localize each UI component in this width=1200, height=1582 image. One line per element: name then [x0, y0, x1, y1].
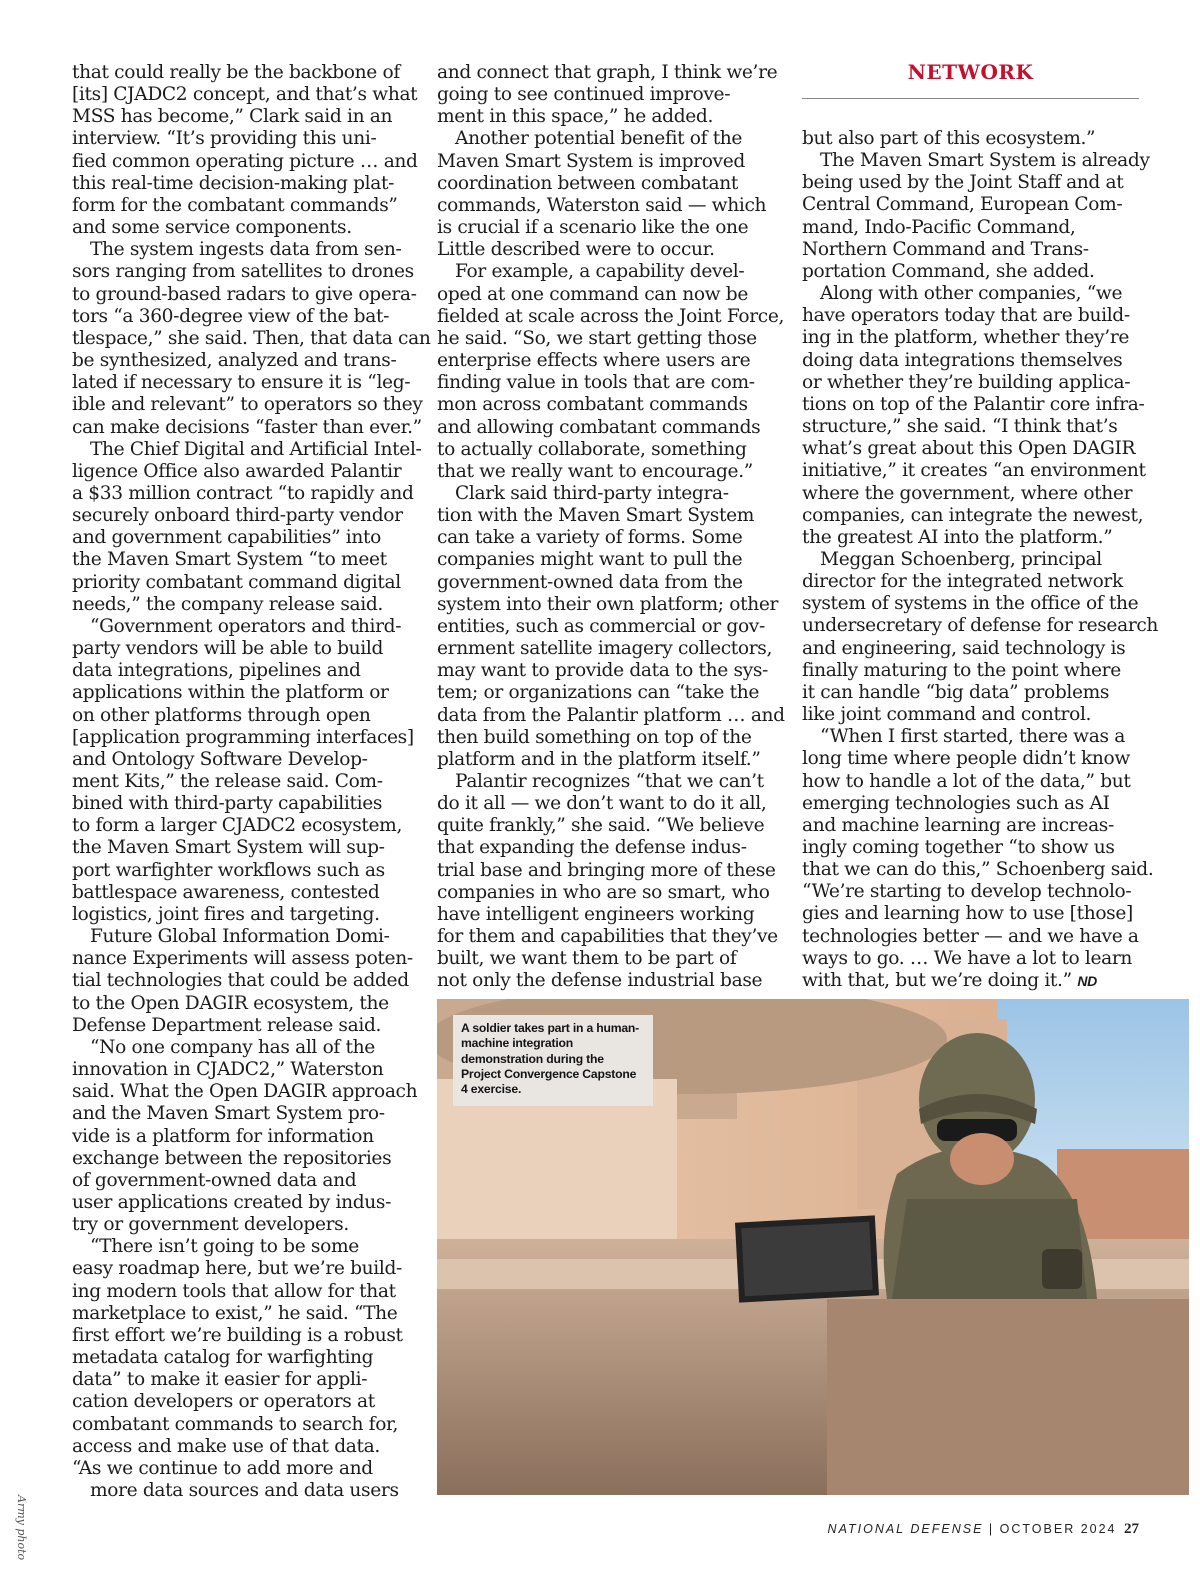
text-line: “There isn’t going to be some	[90, 1236, 359, 1258]
text-line: ernment satellite imagery collectors,	[437, 638, 773, 660]
text-line: platform and in the platform itself.”	[437, 748, 761, 770]
text-line: may want to provide data to the sys-	[437, 660, 768, 682]
text-line: metadata catalog for warfighting	[72, 1347, 374, 1369]
text-line: interview. “It’s providing this uni-	[72, 128, 377, 150]
text-line: portation Command, she added.	[802, 260, 1095, 282]
end-sign: ND	[1077, 972, 1097, 989]
text-line: to the Open DAGIR ecosystem, the	[72, 992, 389, 1014]
text-line: the Maven Smart System will sup-	[72, 837, 385, 859]
text-line: fielded at scale across the Joint Force,	[437, 305, 785, 327]
text-line: logistics, joint fires and targeting.	[72, 903, 380, 925]
text-line: sors ranging from satellites to drones	[72, 261, 414, 283]
text-line: Central Command, European Com-	[802, 194, 1123, 216]
text-line: exchange between the repositories	[72, 1147, 392, 1169]
text-line: of government-owned data and	[72, 1169, 357, 1191]
text-line: needs,” the company release said.	[72, 593, 383, 615]
text-line: is crucial if a scenario like the one	[437, 217, 749, 239]
text-line: tions on top of the Palantir core infra-	[802, 393, 1145, 415]
text-line: finding value in tools that are com-	[437, 372, 755, 394]
text-line: and the Maven Smart System pro-	[72, 1103, 385, 1125]
text-line: that expanding the defense indus-	[437, 837, 747, 859]
text-line: system into their own platform; other	[437, 593, 779, 615]
issue-date: OCTOBER 2024	[999, 1522, 1117, 1536]
text-line: gies and learning how to use [those]	[802, 903, 1133, 925]
text-line: cation developers or operators at	[72, 1391, 375, 1413]
text-line: the Maven Smart System “to meet	[72, 549, 387, 571]
text-line: have intelligent engineers working	[437, 903, 755, 925]
text-line: entities, such as commercial or gov-	[437, 615, 765, 637]
text-line: a $33 million contract “to rapidly and	[72, 482, 414, 504]
text-line: going to see continued improve-	[437, 84, 731, 106]
photo-credit: Army photo	[15, 1495, 28, 1561]
text-line: that we really want to encourage.”	[437, 460, 753, 482]
text-line: vide is a platform for information	[72, 1125, 374, 1147]
text-line: technologies better — and we have a	[802, 925, 1139, 947]
text-line: mon across combatant commands	[437, 394, 748, 416]
text-line: can make decisions “faster than ever.”	[72, 416, 422, 438]
text-line: finally maturing to the point where	[802, 659, 1121, 681]
text-line: but also part of this ecosystem.”	[802, 128, 1096, 149]
text-line: “No one company has all of the	[90, 1036, 375, 1058]
text-line: marketplace to exist,” he said. “The	[72, 1302, 398, 1324]
text-line: and some service components.	[72, 217, 352, 239]
text-line: priority combatant command digital	[72, 571, 401, 593]
text-line: party vendors will be able to build	[72, 638, 384, 660]
section-label: NETWORK	[907, 60, 1034, 84]
text-line: The system ingests data from sen-	[90, 239, 402, 261]
text-line: undersecretary of defense for research	[802, 615, 1159, 637]
text-line: structure,” she said. “I think that’s	[802, 416, 1118, 438]
text-line: to form a larger CJADC2 ecosystem,	[72, 815, 403, 837]
text-line: MSS has become,” Clark said in an	[72, 106, 393, 128]
text-line: try or government developers.	[72, 1214, 349, 1236]
text-line: “As we continue to add more and	[72, 1457, 373, 1479]
text-line: long time where people didn’t know	[802, 748, 1130, 770]
text-line: “We’re starting to develop technolo-	[802, 881, 1132, 903]
text-line: trial base and bringing more of these	[437, 859, 776, 881]
text-line: form for the combatant commands”	[72, 194, 398, 216]
article-column-2	[437, 62, 785, 993]
text-line: that we can do this,” Schoenberg said.	[802, 859, 1154, 881]
text-line: what’s great about this Open DAGIR	[802, 438, 1136, 460]
text-line: ment in this space,” he added.	[437, 106, 714, 128]
text-line: nance Experiments will assess poten-	[72, 948, 413, 970]
text-line: to ground-based radars to give opera-	[72, 283, 417, 305]
text-line: data” to make it easier for appli-	[72, 1369, 368, 1391]
section-divider	[802, 98, 1139, 99]
text-line: securely onboard third-party vendor	[72, 505, 403, 527]
text-line: ible and relevant” to operators so they	[72, 394, 423, 416]
publication-name: NATIONAL DEFENSE	[827, 1522, 984, 1536]
text-line: with that, but we’re doing it.” ND	[802, 969, 1097, 991]
text-line: Along with other companies, “we	[820, 283, 1123, 305]
text-line: this real-time decision-making plat-	[72, 172, 395, 194]
text-line: and engineering, said technology is	[802, 637, 1126, 659]
text-line: the greatest AI into the platform.”	[802, 526, 1113, 548]
text-line: ing in the platform, whether they’re	[802, 327, 1130, 349]
text-line: enterprise effects where users are	[437, 350, 751, 372]
text-line: and Ontology Software Develop-	[72, 748, 368, 770]
text-line: Meggan Schoenberg, principal	[820, 548, 1102, 570]
text-line: then build something on top of the	[437, 726, 752, 748]
text-line: first effort we’re building is a robust	[72, 1324, 403, 1346]
text-line: Little described were to occur.	[437, 239, 715, 261]
text-line: access and make use of that data.	[72, 1435, 380, 1457]
text-line: port warfighter workflows such as	[72, 859, 385, 881]
text-line: where the government, where other	[802, 482, 1133, 504]
text-line: Palantir recognizes “that we can’t	[455, 771, 764, 792]
text-line: companies, can integrate the newest,	[802, 504, 1144, 526]
text-line: to actually collaborate, something	[437, 438, 747, 460]
text-line: ingly coming together “to show us	[802, 837, 1115, 858]
text-line: “When I first started, there was a	[820, 726, 1125, 748]
text-line: more data sources and data users	[90, 1480, 399, 1501]
text-line: and connect that graph, I think we’re	[437, 62, 778, 83]
text-line: and machine learning are increas-	[802, 814, 1114, 836]
text-line: companies might want to pull the	[437, 549, 743, 571]
text-line: innovation in CJADC2,” Waterston	[72, 1059, 384, 1081]
text-line: coordination between combatant	[437, 172, 739, 194]
text-line: have operators today that are build-	[802, 305, 1130, 327]
text-line: it can handle “big data” problems	[802, 681, 1110, 703]
text-line: said. What the Open DAGIR approach	[72, 1081, 418, 1103]
text-line: that could really be the backbone of	[72, 62, 400, 83]
text-line: he said. “So, we start getting those	[437, 327, 757, 349]
text-line: can take a variety of forms. Some	[437, 527, 743, 549]
text-line: For example, a capability devel-	[455, 261, 745, 283]
text-line: Another potential benefit of the	[455, 128, 743, 150]
text-line: being used by the Joint Staff and at	[802, 172, 1124, 194]
text-line: Clark said third-party integra-	[455, 482, 729, 504]
text-line: data from the Palantir platform … and	[437, 704, 785, 726]
text-line: do it all — we don’t want to do it all,	[437, 793, 767, 815]
text-line: user applications created by indus-	[72, 1191, 392, 1213]
text-line: mand, Indo-Pacific Command,	[802, 216, 1076, 238]
page-footer	[828, 1521, 1139, 1538]
text-line: emerging technologies such as AI	[802, 792, 1110, 814]
text-line: fied common operating picture … and	[72, 150, 418, 172]
text-line: commands, Waterston said — which	[437, 194, 767, 216]
text-line: initiative,” it creates “an environment	[802, 460, 1146, 482]
text-line: data integrations, pipelines and	[72, 660, 361, 682]
text-line: tem; or organizations can “take the	[437, 682, 760, 704]
text-line: ways to go. … We have a lot to learn	[802, 947, 1133, 969]
text-line: doing data integrations themselves	[802, 349, 1123, 371]
text-line: combatant commands to search for,	[72, 1413, 399, 1435]
text-line: Future Global Information Domi-	[90, 926, 390, 948]
text-line: lated if necessary to ensure it is “leg-	[72, 372, 411, 394]
text-line: and government capabilities” into	[72, 527, 381, 549]
text-line: Northern Command and Trans-	[802, 238, 1089, 260]
text-line: like joint command and control.	[802, 704, 1092, 726]
text-line: easy roadmap here, but we’re build-	[72, 1258, 402, 1280]
text-line: Defense Department release said.	[72, 1014, 382, 1036]
text-line: government-owned data from the	[437, 571, 743, 593]
footer-separator: |	[988, 1522, 995, 1536]
text-line: companies in who are so smart, who	[437, 881, 770, 903]
text-line: be synthesized, analyzed and trans-	[72, 350, 397, 372]
text-line: tial technologies that could be added	[72, 970, 409, 992]
text-line: ing modern tools that allow for that	[72, 1280, 396, 1302]
text-line: on other platforms through open	[72, 704, 371, 726]
text-line: applications within the platform or	[72, 682, 389, 704]
text-line: and allowing combatant commands	[437, 416, 761, 438]
text-line: not only the defense industrial base	[437, 970, 763, 992]
text-line: bined with third-party capabilities	[72, 793, 383, 815]
text-line: tlespace,” she said. Then, that data can	[72, 327, 431, 349]
text-line: The Chief Digital and Artificial Intel-	[90, 438, 422, 460]
text-line: oped at one command can now be	[437, 283, 748, 305]
text-line: or whether they’re building applica-	[802, 371, 1131, 393]
text-line: [application programming interfaces]	[72, 726, 414, 748]
text-line: built, we want them to be part of	[437, 948, 737, 970]
text-line: The Maven Smart System is already	[820, 150, 1150, 172]
text-line: director for the integrated network	[802, 571, 1123, 593]
text-line: system of systems in the office of the	[802, 593, 1139, 615]
text-line: battlespace awareness, contested	[72, 881, 380, 903]
photo-caption: A soldier takes part in a human-machine integration demonstration during the Project Convergence Capstone 4 exercise.	[453, 1015, 653, 1106]
text-line: for them and capabilities that they’ve	[437, 926, 778, 948]
text-line: ligence Office also awarded Palantir	[72, 460, 402, 482]
text-line: “Government operators and third-	[90, 615, 402, 637]
text-line: quite frankly,” she said. “We believe	[437, 815, 765, 837]
text-line: [its] CJADC2 concept, and that’s what	[72, 84, 418, 106]
article-column-1	[72, 62, 431, 1502]
text-line: tion with the Maven Smart System	[437, 505, 755, 527]
page-number: 27	[1124, 1521, 1139, 1537]
text-line: Maven Smart System is improved	[437, 150, 745, 172]
text-line: tors “a 360-degree view of the bat-	[72, 305, 390, 327]
article-column-3	[802, 128, 1159, 992]
text-line: how to handle a lot of the data,” but	[802, 770, 1131, 792]
text-line: ment Kits,” the release said. Com-	[72, 771, 383, 792]
